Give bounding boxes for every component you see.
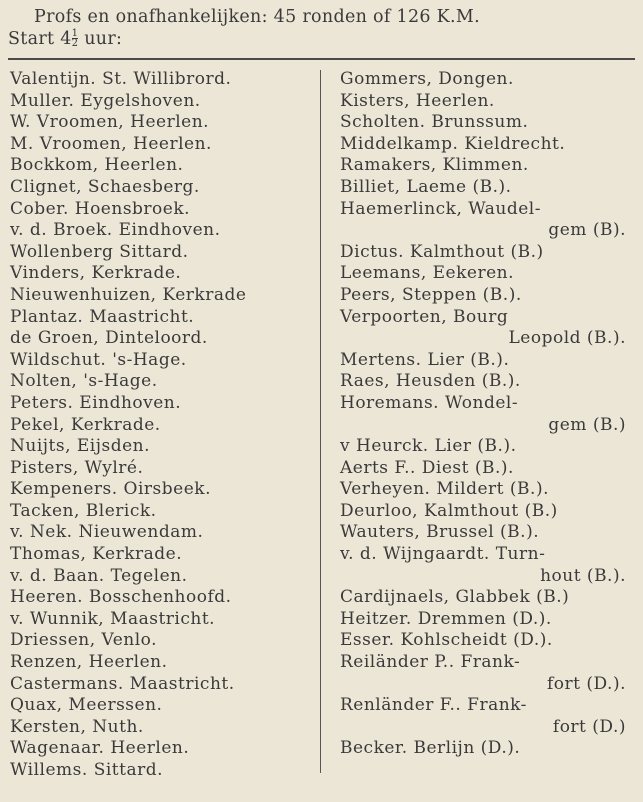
rider-entry: Cober. Hoensbroek.: [10, 198, 191, 219]
rider-entry: Wagenaar. Heerlen.: [10, 738, 190, 759]
rider-entry: Heeren. Bosschenhoofd.: [10, 587, 232, 608]
race-description: Profs en onafhankelijken: 45 ronden of 126 K.M.: [34, 7, 481, 27]
start-list-header: [8, 6, 638, 50]
rider-entry: de Groen, Dinteloord.: [10, 328, 208, 349]
rider-entry: Billiet, Laeme (B.).: [340, 176, 512, 197]
rider-entry: v Heurck. Lier (B.).: [340, 436, 517, 457]
rider-entry: Thomas, Kerkrade.: [10, 544, 183, 565]
rider-entry: Haemerlinck, Waudel-: [340, 198, 541, 219]
rider-entry: Nolten, 's-Hage.: [10, 371, 158, 392]
rider-entry: Renländer F.. Frank-: [340, 695, 527, 716]
rider-entry: Bockkom, Heerlen.: [10, 155, 184, 176]
rider-entry: Reiländer P.. Frank-: [340, 652, 521, 673]
rider-entry: Plantaz. Maastricht.: [10, 306, 195, 327]
start-time-suffix: uur:: [78, 29, 123, 49]
rider-entry: Leemans, Eekeren.: [340, 263, 515, 284]
rider-entry: Kersten, Nuth.: [10, 716, 144, 737]
rider-entry: Clignet, Schaesberg.: [10, 176, 200, 197]
fraction-numerator: 1: [71, 28, 79, 39]
rider-entry-continuation: gem (B).: [548, 220, 626, 241]
column-divider: [320, 70, 321, 773]
rider-entry-continuation: Leopold (B.).: [508, 328, 626, 349]
rider-entry: W. Vroomen, Heerlen.: [10, 112, 210, 133]
rider-entry: v. d. Wijngaardt. Turn-: [340, 544, 546, 565]
rider-entry: Scholten. Brunssum.: [340, 112, 529, 133]
rider-entry: v. d. Broek. Eindhoven.: [10, 220, 221, 241]
rider-entry: Cardijnaels, Glabbek (B.): [340, 587, 570, 608]
rider-entry-continuation: fort (D.): [552, 716, 626, 737]
rider-entry: M. Vroomen, Heerlen.: [10, 133, 212, 154]
rider-entry: Aerts F.. Diest (B.).: [340, 457, 514, 478]
rider-entry: Esser. Kohlscheidt (D.).: [340, 630, 553, 651]
rider-entry-continuation: fort (D.).: [547, 673, 626, 694]
start-time-prefix: Start 4: [8, 29, 72, 49]
rider-entry: Horemans. Wondel-: [340, 392, 519, 413]
rider-entry: v. Wunnik, Maastricht.: [10, 608, 216, 629]
rider-entry: Castermans. Maastricht.: [10, 673, 235, 694]
rider-entry: Becker. Berlijn (D.).: [340, 738, 521, 759]
rider-entry: Renzen, Heerlen.: [10, 652, 168, 673]
rider-list-left: [10, 69, 310, 782]
rider-entry: Quax, Meerssen.: [10, 695, 163, 716]
rider-entry: Pekel, Kerkrade.: [10, 414, 161, 435]
rider-entry: v. Nek. Nieuwendam.: [10, 522, 204, 543]
rider-entry: Vinders, Kerkrade.: [10, 263, 182, 284]
rider-entry: v. d. Baan. Tegelen.: [10, 565, 188, 586]
rider-entry: Peers, Steppen (B.).: [340, 284, 522, 305]
rider-entry: Mertens. Lier (B.).: [340, 349, 510, 370]
rider-entry: Tacken, Blerick.: [10, 500, 157, 521]
rider-entry: Wildschut. 's-Hage.: [10, 349, 187, 370]
rider-entry: Ramakers, Klimmen.: [340, 155, 529, 176]
rider-entry: Middelkamp. Kieldrecht.: [340, 133, 566, 154]
rider-entry-continuation: hout (B.).: [540, 565, 626, 586]
rider-entry: Pisters, Wylré.: [10, 457, 144, 478]
rider-entry: Gommers, Dongen.: [340, 69, 514, 89]
rider-list-right: [340, 69, 640, 760]
rider-entry: Kisters, Heerlen.: [340, 90, 495, 111]
rider-entry-continuation: gem (B.): [548, 414, 626, 435]
rider-entry: Deurloo, Kalmthout (B.): [340, 500, 558, 521]
rider-entry: Valentijn. St. Willibrord.: [10, 69, 232, 89]
rider-entry: Peters. Eindhoven.: [10, 392, 182, 413]
rider-entry: Verheyen. Mildert (B.).: [340, 479, 549, 500]
rider-entry: Wollenberg Sittard.: [10, 241, 189, 262]
header-divider: [8, 58, 635, 60]
rider-entry: Wauters, Brussel (B.).: [340, 522, 540, 543]
rider-entry: Muller. Eygelshoven.: [10, 90, 201, 111]
rider-entry: Driessen, Venlo.: [10, 630, 158, 651]
rider-entry: Dictus. Kalmthout (B.): [340, 241, 544, 262]
rider-entry: Nuijts, Eijsden.: [10, 436, 151, 457]
rider-entry: Raes, Heusden (B.).: [340, 371, 521, 392]
rider-entry: Kempeners. Oirsbeek.: [10, 479, 211, 500]
rider-entry: Nieuwenhuizen, Kerkrade: [10, 284, 247, 305]
fraction-denominator: 2: [71, 38, 79, 49]
start-time: [8, 28, 638, 50]
rider-entry: Verpoorten, Bourg: [340, 306, 509, 327]
rider-entry: Willems. Sittard.: [10, 760, 163, 780]
rider-entry: Heitzer. Dremmen (D.).: [340, 608, 552, 629]
